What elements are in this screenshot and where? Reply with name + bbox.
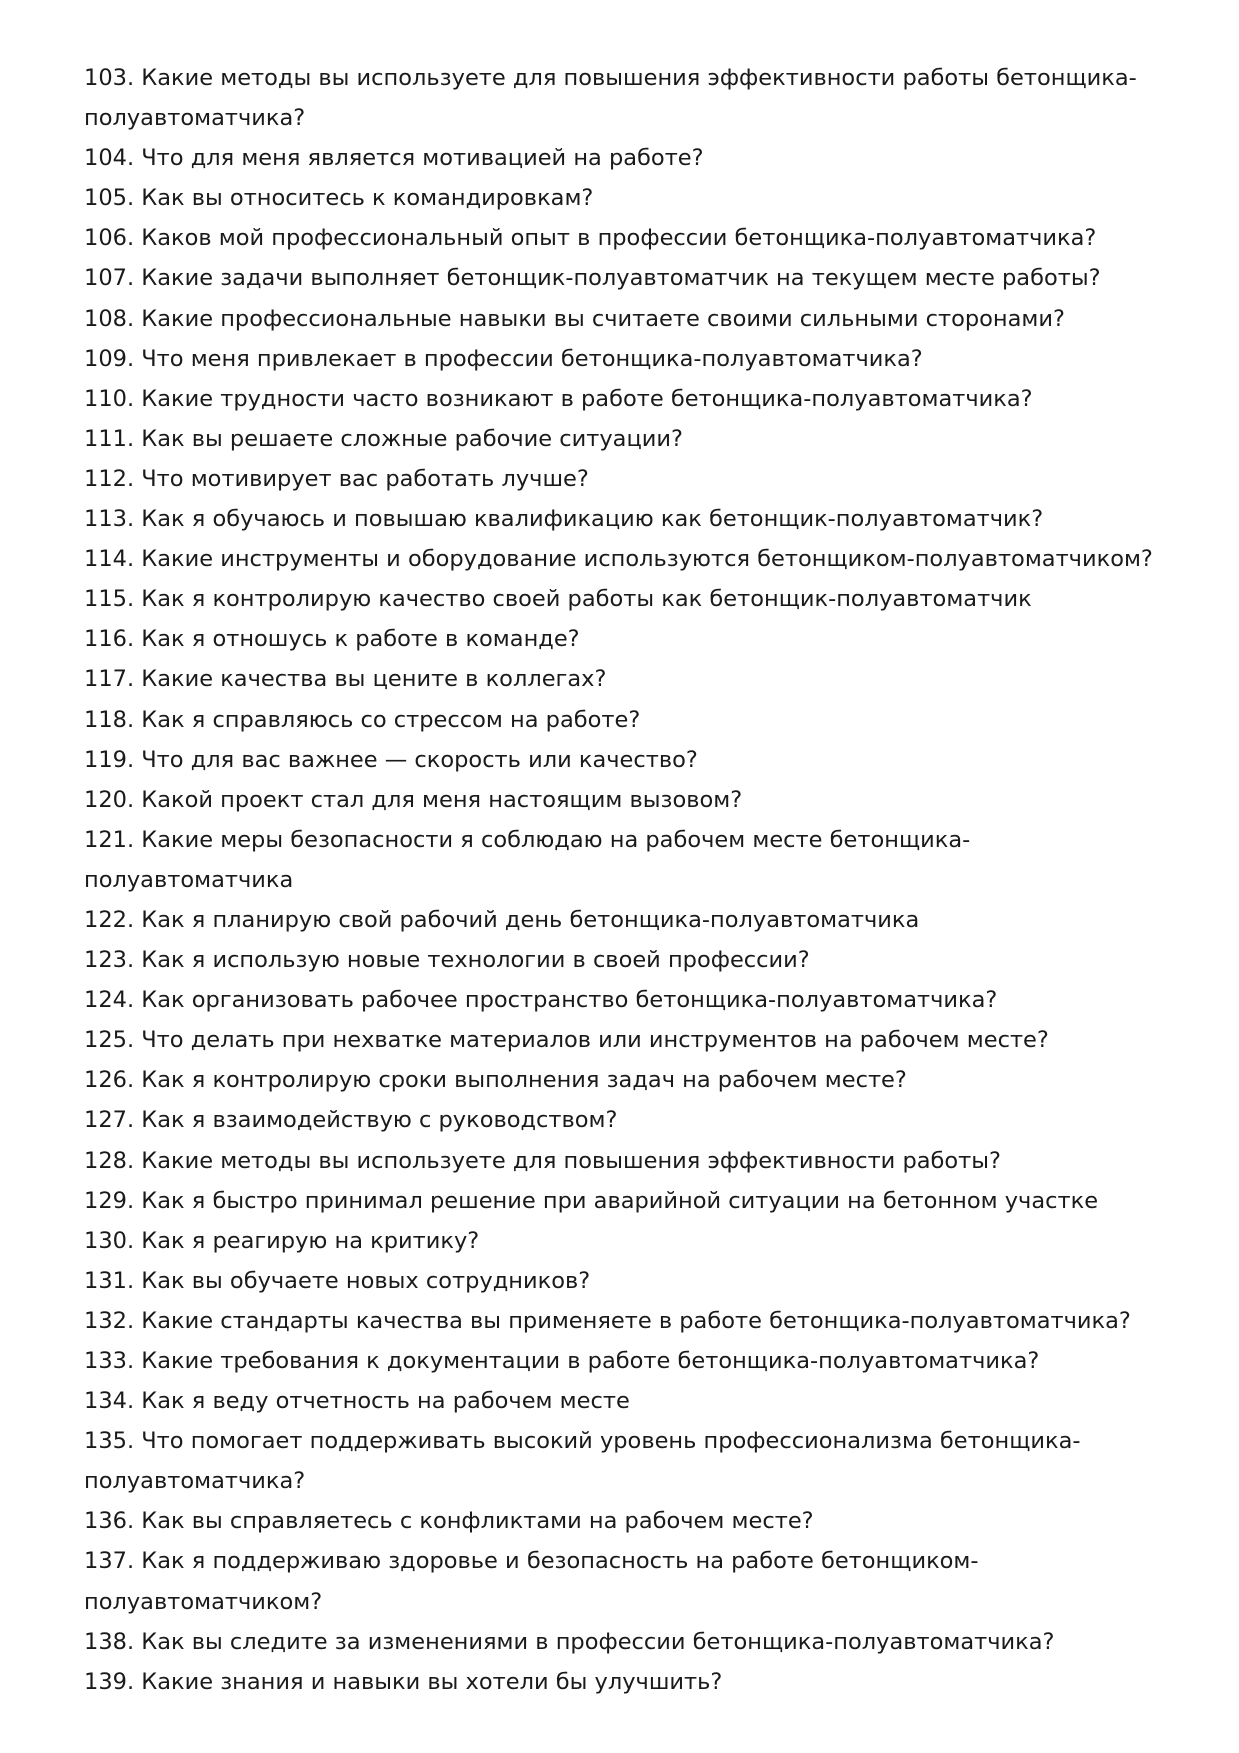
question-121: 121. Какие меры безопасности я соблюдаю на рабочем месте бетонщика-полуавтоматчика <box>84 826 971 893</box>
question-117: 117. Какие качества вы цените в коллегах? <box>84 666 607 693</box>
question-139: 139. Какие знания и навыки вы хотели бы улучшить? <box>84 1668 723 1695</box>
question-138: 138. Как вы следите за изменениями в профессии бетонщика-полуавтоматчика? <box>84 1628 1055 1655</box>
question-128: 128. Какие методы вы используете для повышения эффективности работы? <box>84 1147 1001 1174</box>
question-133: 133. Какие требования к документации в работе бетонщика-полуавтоматчика? <box>84 1348 1040 1374</box>
question-131: 131. Как вы обучаете новых сотрудников? <box>84 1267 591 1294</box>
question-136: 136. Как вы справляетесь с конфликтами на рабочем месте? <box>84 1508 814 1535</box>
question-123: 123. Как я использую новые технологии в своей профессии? <box>84 947 810 974</box>
question-125: 125. Что делать при нехватке материалов или инструментов на рабочем месте? <box>84 1027 1049 1054</box>
question-120: 120. Какой проект стал для меня настоящим вызовом? <box>84 786 743 813</box>
question-103: 103. Какие методы вы используете для повышения эффективности работы бетонщика-​полуавтоматчика? <box>84 65 1137 132</box>
question-109: 109. Что меня привлекает в профессии бетонщика-полуавтоматчика? <box>84 345 923 372</box>
question-129: 129. Как я быстро принимал решение при аварийной ситуации на бетонном участке <box>84 1187 1099 1214</box>
question-135: 135. Что помогает поддерживать высокий уровень профессионализма бетонщика-​полуавтоматчика? <box>84 1428 1081 1495</box>
question-104: 104. Что для меня является мотивацией на работе? <box>84 145 704 172</box>
question-105: 105. Как вы относитесь к командировкам? <box>84 185 594 212</box>
question-122: 122. Как я планирую свой рабочий день бетонщика-полуавтоматчика <box>84 906 920 933</box>
question-124: 124. Как организовать рабочее пространство бетонщика-полуавтоматчика? <box>84 987 998 1014</box>
question-108: 108. Какие профессиональные навыки вы считаете своими сильными сторонами? <box>84 305 1065 332</box>
question-110: 110. Какие трудности часто возникают в работе бетонщика-полуавтоматчика? <box>84 385 1033 412</box>
question-list <box>84 58 1179 1702</box>
question-111: 111. Как вы решаете сложные рабочие ситуации? <box>84 425 683 452</box>
question-119: 119. Что для вас важнее — скорость или качество? <box>84 746 698 773</box>
question-137: 137. Как я поддерживаю здоровье и безопасность на работе бетонщиком-​полуавтоматчиком? <box>84 1548 979 1615</box>
question-114: 114. Какие инструменты и оборудование используются бетонщиком-полуавтоматчиком? <box>84 546 1153 573</box>
question-118: 118. Как я справляюсь со стрессом на работе? <box>84 706 641 733</box>
question-115: 115. Как я контролирую качество своей работы как бетонщик-полуавтоматчик <box>84 586 1032 613</box>
question-107: 107. Какие задачи выполняет бетонщик-полуавтоматчик на текущем месте работы? <box>84 265 1101 292</box>
question-116: 116. Как я отношусь к работе в команде? <box>84 626 580 653</box>
question-130: 130. Как я реагирую на критику? <box>84 1227 480 1254</box>
question-106: 106. Каков мой профессиональный опыт в профессии бетонщика-полуавтоматчика? <box>84 225 1097 252</box>
question-132: 132. Какие стандарты качества вы применяете в работе бетонщика-полуавтоматчика? <box>84 1307 1131 1334</box>
question-134: 134. Как я веду отчетность на рабочем месте <box>84 1388 630 1415</box>
question-112: 112. Что мотивирует вас работать лучше? <box>84 465 589 492</box>
question-127: 127. Как я взаимодействую с руководством? <box>84 1107 618 1134</box>
question-126: 126. Как я контролирую сроки выполнения задач на рабочем месте? <box>84 1067 907 1094</box>
question-113: 113. Как я обучаюсь и повышаю квалификацию как бетонщик-полуавтоматчик? <box>84 506 1044 533</box>
